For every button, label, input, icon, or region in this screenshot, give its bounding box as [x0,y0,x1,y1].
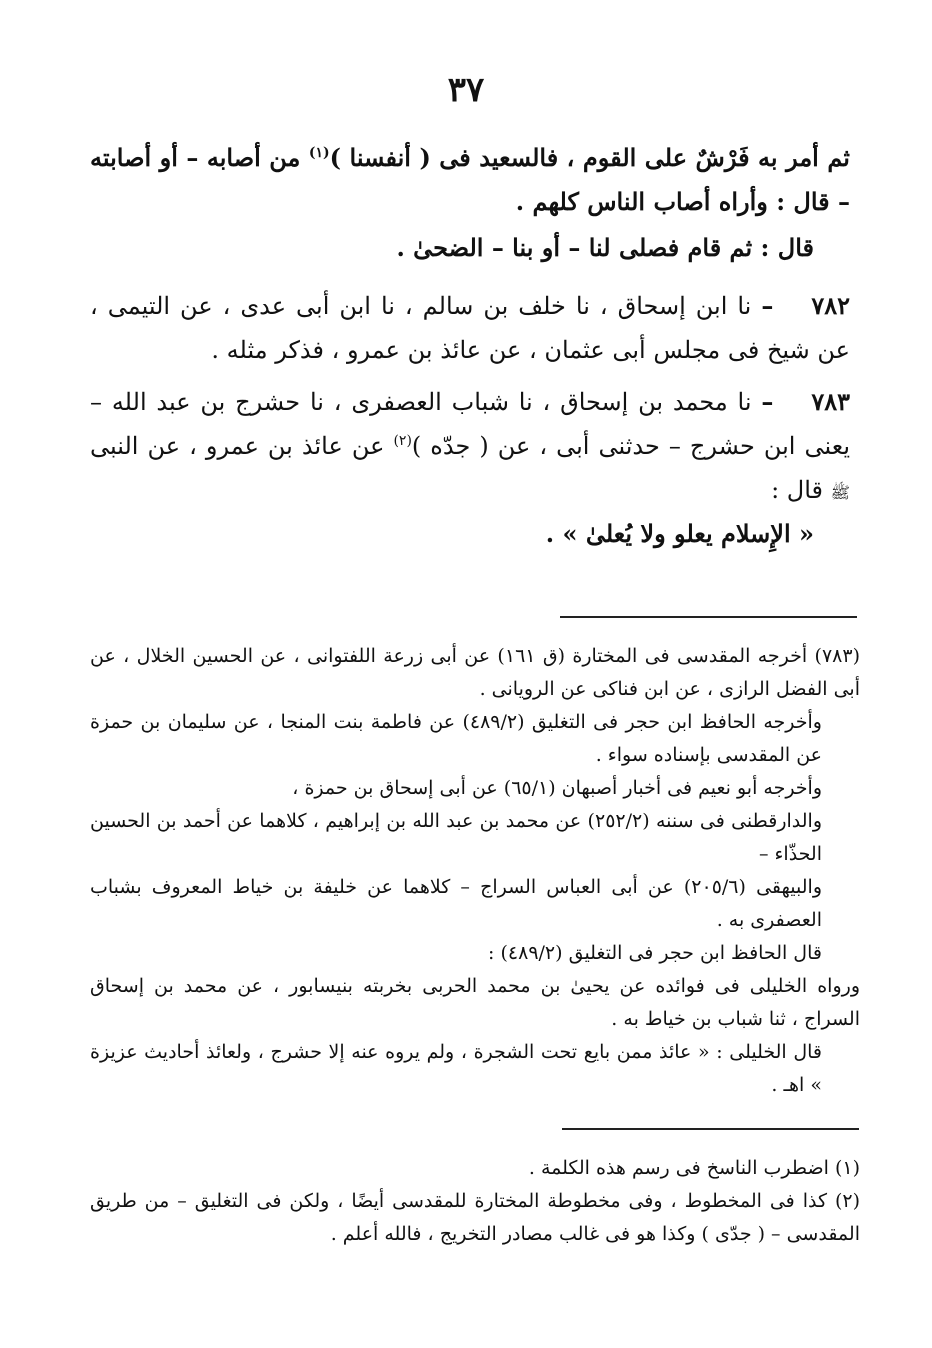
takhrij-notes [90,640,860,1102]
takhrij-line: قال الخليلى : « عائذ ممن بايع تحت الشجرة ، ولم يروه عنه إلا حشرج ، ولعائذ أحاديث عزيزة » اهـ . [90,1041,822,1096]
hadith-782-text: نا ابن إسحاق ، نا خلف بن سالم ، نا ابن أبى عدى ، عن التيمى ، عن شيخ فى مجلس أبى عثمان ، عن عائذ بن عمرو ، فذكر مثله . [90,292,850,364]
body-paragraph-1 [90,136,850,224]
hadith-783-number: ٧٨٣– [761,387,850,416]
body-paragraph-2: قال : ثم قام فصلى لنا – أو بنا – الضحىٰ . [396,233,814,262]
footnote-1: (١) اضطرب الناسخ فى رسم هذه الكلمة . [528,1157,860,1179]
p1-tail: من أصابه – أو أصابته – قال : وأراه أصاب الناس كلهم . [90,143,850,216]
takhrij-line: ورواه الخليلى فى فوائده عن يحيىٰ بن محمد الحربى بخربته بنيسابور ، عن محمد بن إسحاق السراج ، ثنا شباب بن خياط به . [90,975,860,1030]
hadith-matn: « الإِسلام يعلو ولا يُعلىٰ » . [545,519,814,548]
footnotes-separator [562,1128,859,1130]
takhrij-line: وأخرجه الحافظ ابن حجر فى التغليق (٤٨٩/٢) عن فاطمة بنت المنجا ، عن سليمان بن حمزة عن المقدسى بإسناده سواء . [90,711,822,766]
takhrij-line: (٧٨٣) أخرجه المقدسى فى المختارة (ق ١٦١) عن أبى زرعة اللفتوانى ، عن الحسين الخلال ، عن أبى الفضل الرازى ، عن ابن فناكى عن الرويانى . [90,645,860,700]
takhrij-line: وأخرجه أبو نعيم فى أخبار أصبهان (٦٥/١) عن أبى إسحاق بن حمزة ، [292,777,822,799]
hadith-783-end: قال : [771,476,831,504]
takhrij-separator [560,616,857,618]
page-number: ٣٧ [447,70,485,110]
footnote-ref-2: (٢) [393,433,412,449]
hadith-783-tail: عن عائذ بن عمرو ، عن النبى [90,432,394,460]
footnote-2: (٢) كذا فى المخطوط ، وفى مخطوطة المختارة للمقدسى أيضًا ، ولكن فى التغليق – من طريق المقدسى – ( جدّى ) وكذا هو فى غالب مصادر التخريج ، فالله أعلم . [90,1190,860,1245]
footnotes [90,1152,860,1251]
salawat-glyph: ﷺ [830,483,850,502]
hadith-782-number: ٧٨٢– [761,291,850,320]
footnote-ref-1: (١) [308,145,330,161]
takhrij-line: والدارقطنى فى سننه (٢٥٢/٢) عن محمد بن عبد الله بن إبراهيم ، كلاهما عن أحمد بن الحسين الحذّاء – [90,810,823,865]
takhrij-line: قال الحافظ ابن حجر فى التغليق (٤٨٩/٢) : [488,942,822,964]
p1-text: ثم أمر به فَرْشٌ على القوم ، فالسعيد فى ( أنفسنا ) [329,143,850,172]
hadith-782 [90,284,850,372]
takhrij-line: والبيهقى (٢٠٥/٦) عن أبى العباس السراج – كلاهما عن خليفة بن خياط المعروف بشباب العصفرى به . [90,876,822,931]
hadith-783 [90,380,850,515]
hadith-783-text: نا محمد بن إسحاق ، نا شباب العصفرى ، نا حشرج بن عبد الله – يعنى ابن حشرج – حدثنى أبى ، عن ( جدّه ) [90,388,851,460]
